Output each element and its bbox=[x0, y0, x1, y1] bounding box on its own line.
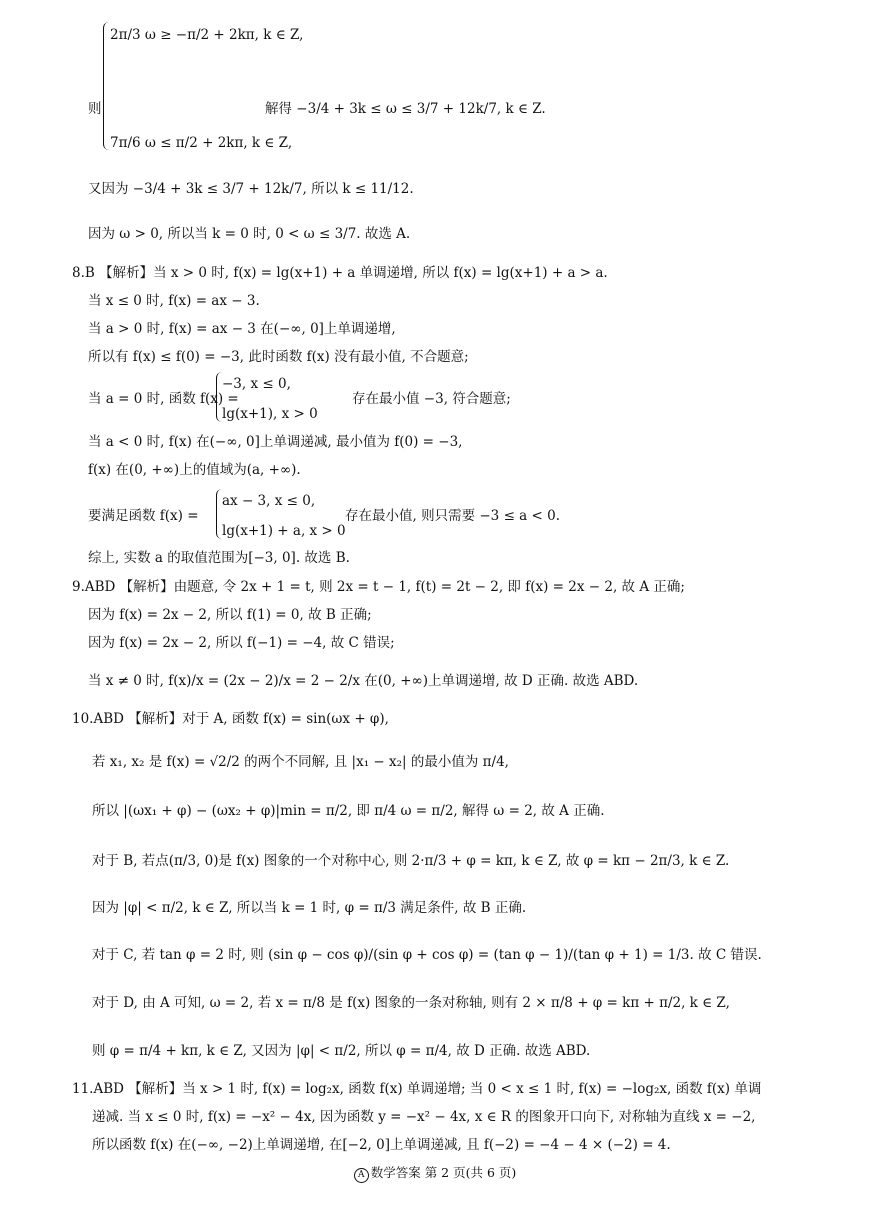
text-line-l33: 则 φ = π/4 + kπ, k ∈ Z, 又因为 |φ| < π/2, 所以 φ = π/4, 故 D 正确. 故选 ABD. bbox=[92, 1043, 591, 1059]
page-footer bbox=[0, 1163, 870, 1183]
text-line-l17: ax − 3, x ≤ 0, bbox=[222, 493, 316, 509]
text-line-l31: 对于 C, 若 tan φ = 2 时, 则 (sin φ − cos φ)/(sin φ + cos φ) = (tan φ − 1)/(tan φ + 1) = 1/3. 故 C 错误. bbox=[92, 947, 762, 963]
text-line-l29: 对于 B, 若点(π/3, 0)是 f(x) 图象的一个对称中心, 则 2·π/3 + φ = kπ, k ∈ Z, 故 φ = kπ − 2π/3, k ∈ Z. bbox=[92, 853, 730, 869]
text-line-l27: 若 x₁, x₂ 是 f(x) = √2/2 的两个不同解, 且 |x₁ − x₂| 的最小值为 π/4, bbox=[92, 754, 509, 770]
text-line-l32: 对于 D, 由 A 可知, ω = 2, 若 x = π/8 是 f(x) 图象的一条对称轴, 则有 2 × π/8 + φ = kπ + π/2, k ∈ Z, bbox=[92, 995, 730, 1011]
text-line-l18: 要满足函数 f(x) = bbox=[88, 508, 199, 524]
text-line-l07: 8.B 【解析】当 x > 0 时, f(x) = lg(x+1) + a 单调递增, 所以 f(x) = lg(x+1) + a > a. bbox=[72, 265, 608, 281]
text-line-l15: 当 a < 0 时, f(x) 在(−∞, 0]上单调递减, 最小值为 f(0) = −3, bbox=[88, 434, 463, 450]
text-line-l30: 因为 |φ| < π/2, k ∈ Z, 所以当 k = 1 时, φ = π/3 满足条件, 故 B 正确. bbox=[92, 900, 527, 916]
text-line-l04: 7π/6 ω ≤ π/2 + 2kπ, k ∈ Z, bbox=[110, 135, 293, 151]
text-line-l08: 当 x ≤ 0 时, f(x) = ax − 3. bbox=[88, 293, 260, 309]
text-line-l19: 存在最小值, 则只需要 −3 ≤ a < 0. bbox=[345, 508, 560, 524]
text-line-l05: 又因为 −3/4 + 3k ≤ 3/7 + 12k/7, 所以 k ≤ 11/12. bbox=[88, 181, 414, 197]
text-line-l10: 所以有 f(x) ≤ f(0) = −3, 此时函数 f(x) 没有最小值, 不合题意; bbox=[88, 349, 469, 365]
text-line-l02: 则 bbox=[88, 101, 102, 117]
text-line-l34: 11.ABD 【解析】当 x > 1 时, f(x) = log₂x, 函数 f(x) 单调递增; 当 0 < x ≤ 1 时, f(x) = −log₂x, 函数 f(x) 单调 bbox=[72, 1081, 762, 1097]
text-line-l16: f(x) 在(0, +∞)上的值域为(a, +∞). bbox=[88, 462, 301, 478]
text-line-l01: 2π/3 ω ≥ −π/2 + 2kπ, k ∈ Z, bbox=[110, 27, 304, 43]
system-brace bbox=[103, 22, 110, 150]
footer-text: 数学答案 第 2 页(共 6 页) bbox=[370, 1165, 517, 1180]
text-line-l06: 因为 ω > 0, 所以当 k = 0 时, 0 < ω ≤ 3/7. 故选 A. bbox=[88, 226, 411, 242]
text-line-l23: 因为 f(x) = 2x − 2, 所以 f(1) = 0, 故 B 正确; bbox=[88, 607, 372, 623]
text-line-l20: lg(x+1) + a, x > 0 bbox=[222, 523, 346, 539]
text-line-l14: lg(x+1), x > 0 bbox=[222, 406, 318, 422]
text-line-l12: 当 a = 0 时, 函数 f(x) = bbox=[88, 391, 239, 407]
text-line-l09: 当 a > 0 时, f(x) = ax − 3 在(−∞, 0]上单调递增, bbox=[88, 321, 396, 337]
paper-version-badge: A bbox=[354, 1168, 369, 1183]
text-line-l03: 解得 −3/4 + 3k ≤ ω ≤ 3/7 + 12k/7, k ∈ Z. bbox=[265, 101, 546, 117]
text-line-l25: 当 x ≠ 0 时, f(x)/x = (2x − 2)/x = 2 − 2/x 在(0, +∞)上单调递增, 故 D 正确. 故选 ABD. bbox=[88, 673, 639, 689]
text-line-l26: 10.ABD 【解析】对于 A, 函数 f(x) = sin(ωx + φ), bbox=[72, 711, 389, 727]
text-line-l22: 9.ABD 【解析】由题意, 令 2x + 1 = t, 则 2x = t − 1, f(t) = 2t − 2, 即 f(x) = 2x − 2, 故 A 正确; bbox=[72, 579, 685, 595]
text-line-l11: −3, x ≤ 0, bbox=[222, 376, 291, 392]
text-line-l36: 所以函数 f(x) 在(−∞, −2)上单调递增, 在[−2, 0]上单调递减, 且 f(−2) = −4 − 4 × (−2) = 4. bbox=[92, 1137, 671, 1153]
text-line-l35: 递减. 当 x ≤ 0 时, f(x) = −x² − 4x, 因为函数 y = −x² − 4x, x ∈ R 的图象开口向下, 对称轴为直线 x = −2, bbox=[92, 1109, 756, 1125]
text-line-l24: 因为 f(x) = 2x − 2, 所以 f(−1) = −4, 故 C 错误; bbox=[88, 635, 395, 651]
text-line-l21: 综上, 实数 a 的取值范围为[−3, 0]. 故选 B. bbox=[88, 550, 350, 566]
text-line-l28: 所以 |(ωx₁ + φ) − (ωx₂ + φ)|min = π/2, 即 π/4 ω = π/2, 解得 ω = 2, 故 A 正确. bbox=[92, 803, 605, 819]
text-line-l13: 存在最小值 −3, 符合题意; bbox=[352, 391, 511, 407]
